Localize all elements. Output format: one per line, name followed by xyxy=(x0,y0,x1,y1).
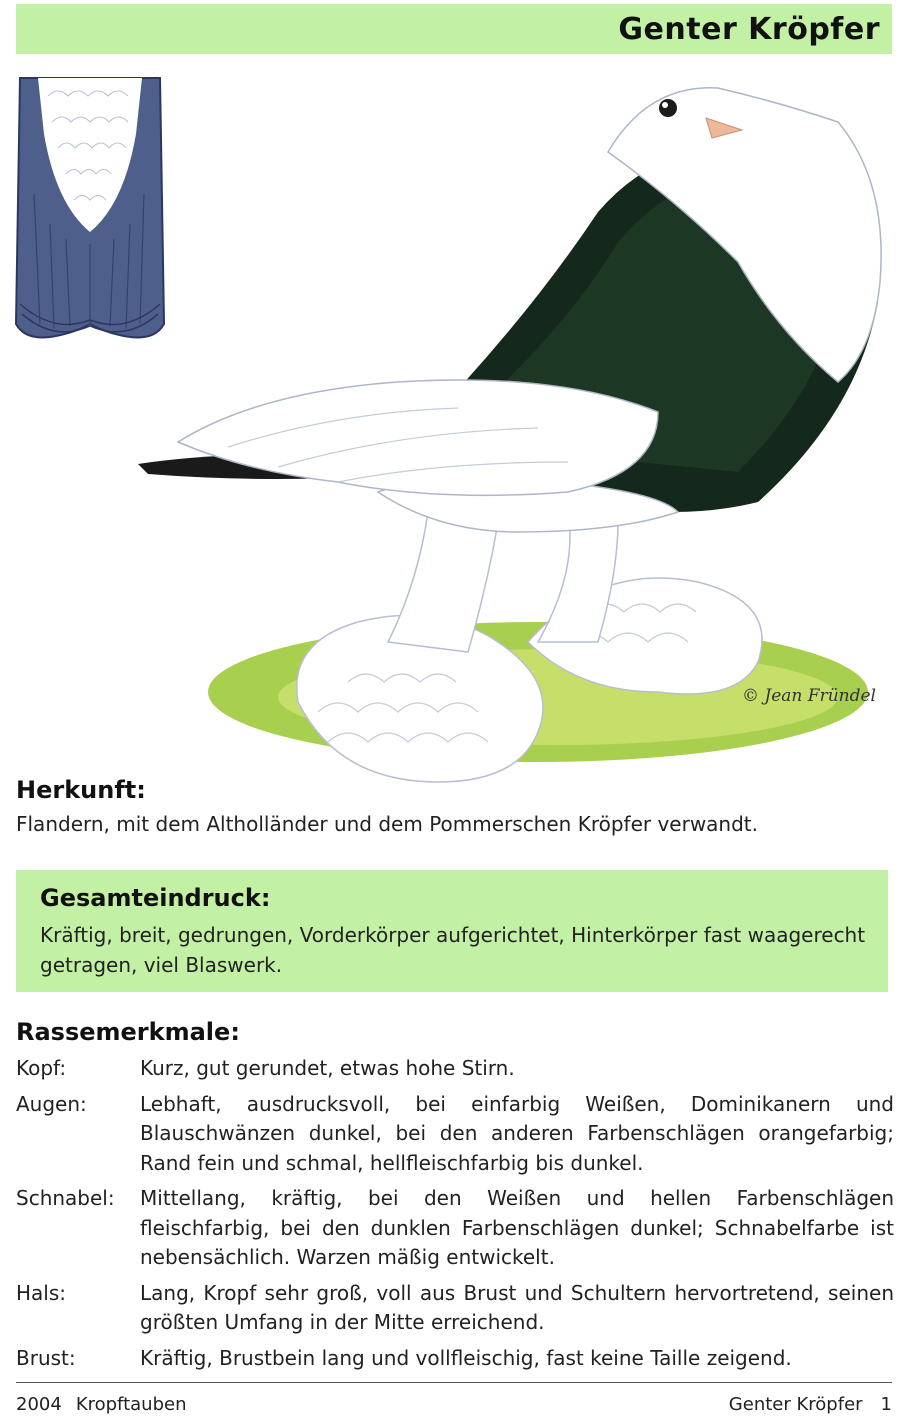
footer-divider xyxy=(16,1382,892,1383)
trait-hals xyxy=(16,1279,894,1338)
title-bar xyxy=(16,4,892,54)
page-title: Genter Kröpfer xyxy=(618,12,880,47)
footer-category: Kropftauben xyxy=(75,1394,187,1415)
trait-text: Lebhaft, ausdrucksvoll, bei einfarbig Weißen, Dominikanern und Blauschwänzen dunkel, bei den anderen Farbenschlägen orangefarbig; Rand fein und schmal, hellfleischfarbig bis dunkel. xyxy=(140,1091,894,1175)
gesamteindruck-box xyxy=(16,870,888,992)
footer-right xyxy=(729,1394,892,1415)
trait-label: Hals: xyxy=(16,1280,67,1305)
trait-text: Kurz, gut gerundet, etwas hohe Stirn. xyxy=(140,1056,515,1080)
trait-text: Lang, Kropf sehr groß, voll aus Brust und Schultern hervortretend, seinen größten Umfang in der Mitte erreichend. xyxy=(140,1280,894,1334)
footer-left xyxy=(16,1394,186,1415)
trait-label: Brust: xyxy=(16,1345,76,1370)
trait-kopf xyxy=(16,1054,894,1084)
trait-text: Mittellang, kräftig, bei den Weißen und hellen Farbenschlägen fleischfarbig, bei den dunklen Farbenschlägen dunkel; Schnabelfarbe ist nebensächlich. Warzen mäßig entwickelt. xyxy=(140,1186,894,1269)
trait-augen xyxy=(16,1090,894,1179)
page-number: 1 xyxy=(880,1394,892,1415)
footer-year: 2004 xyxy=(16,1394,62,1415)
herkunft-heading: Herkunft: xyxy=(16,776,146,804)
trait-label: Schnabel: xyxy=(16,1186,115,1210)
gesamteindruck-text: Kräftig, breit, gedrungen, Vorderkörper aufgerichtet, Hinterkörper fast waagerecht getragen, viel Blaswerk. xyxy=(40,923,866,977)
traits-list xyxy=(16,1054,894,1379)
trait-schnabel xyxy=(16,1184,894,1273)
gesamteindruck-heading: Gesamteindruck: xyxy=(40,884,271,912)
trait-label: Kopf: xyxy=(16,1056,67,1080)
footer-breed: Genter Kröpfer xyxy=(728,1394,863,1415)
trait-label: Augen: xyxy=(16,1091,87,1116)
rassemerkmale-heading: Rassemerkmale: xyxy=(16,1018,240,1046)
trait-brust xyxy=(16,1344,894,1374)
trait-text: Kräftig, Brustbein lang und vollfleischig, fast keine Taille zeigend. xyxy=(140,1345,792,1370)
artist-signature: © Jean Fründel xyxy=(742,686,876,706)
herkunft-text: Flandern, mit dem Altholländer und dem Pommerschen Kröpfer verwandt. xyxy=(16,812,759,836)
